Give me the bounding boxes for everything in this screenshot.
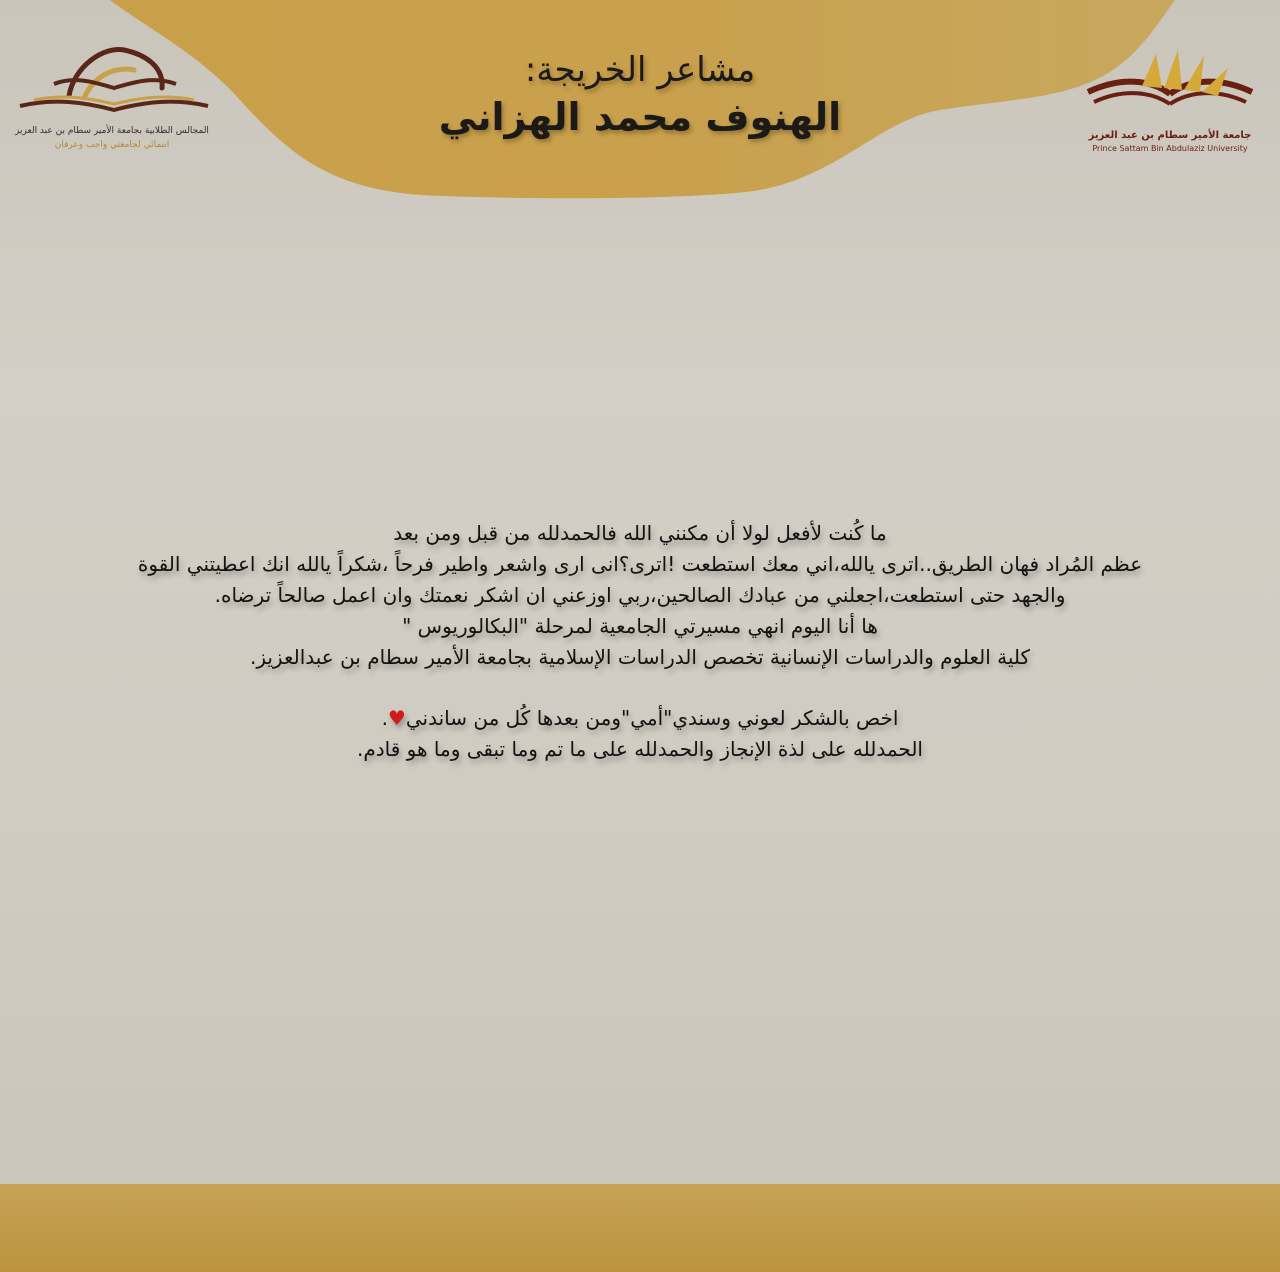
message-line-6: [100, 703, 1180, 734]
page-title-heading: مشاعر الخريجة:: [524, 50, 756, 90]
university-name-arabic: جامعة الأمير سطام بن عبد العزيز: [1088, 130, 1252, 141]
message-line-4: ها أنا اليوم انهي مسيرتي الجامعية لمرحلة "البكالوريوس ": [402, 614, 878, 638]
message-line-7: الحمدلله على لذة الإنجاز والحمدلله على ما تم وما تبقى وما هو قادم.: [357, 737, 923, 761]
open-book-icon: [14, 36, 214, 126]
title-block: [380, 48, 900, 142]
graduate-message: [100, 518, 1180, 765]
student-councils-slogan: انتمائي لجامعتي واجب وعرفان: [54, 140, 170, 150]
thanks-period: .: [381, 706, 388, 730]
message-line-2: عظم المُراد فهان الطريق..اترى يالله،اني معك استطعت !اترى؟انى ارى واشعر واطير فرحاً ،شكراً يالله انك اعطيتني القوة: [137, 552, 1143, 576]
footer-band: [0, 1184, 1280, 1272]
student-councils-name: المجالس الطلابية بجامعة الأمير سطام بن عبد العزيز: [15, 126, 209, 136]
paragraph-gap: [100, 673, 1180, 703]
university-logo: [1082, 46, 1258, 156]
student-councils-logo: [14, 36, 214, 156]
heart-icon: ♥: [387, 706, 406, 730]
university-book-icon: [1082, 46, 1258, 126]
message-line-3: والجهد حتى استطعت،اجعلني من عبادك الصالحين،ربي اوزعني ان اشكر نعمتك وان اعمل صالحاً ترضاه.: [214, 583, 1066, 607]
thanks-text: اخص بالشكر لعوني وسندي"أمي"ومن بعدها كُل من ساندني: [405, 706, 899, 730]
graduate-name: الهنوف محمد الهزاني: [438, 95, 842, 139]
message-line-5: كلية العلوم والدراسات الإنسانية تخصص الدراسات الإسلامية بجامعة الأمير سطام بن عبدالعزيز.: [249, 645, 1031, 669]
message-line-1: ما كُنت لأفعل لولا أن مكنني الله فالحمدلله من قبل ومن بعد: [393, 521, 887, 545]
university-name-english: Prince Sattam Bin Abdulaziz University: [1092, 144, 1248, 153]
